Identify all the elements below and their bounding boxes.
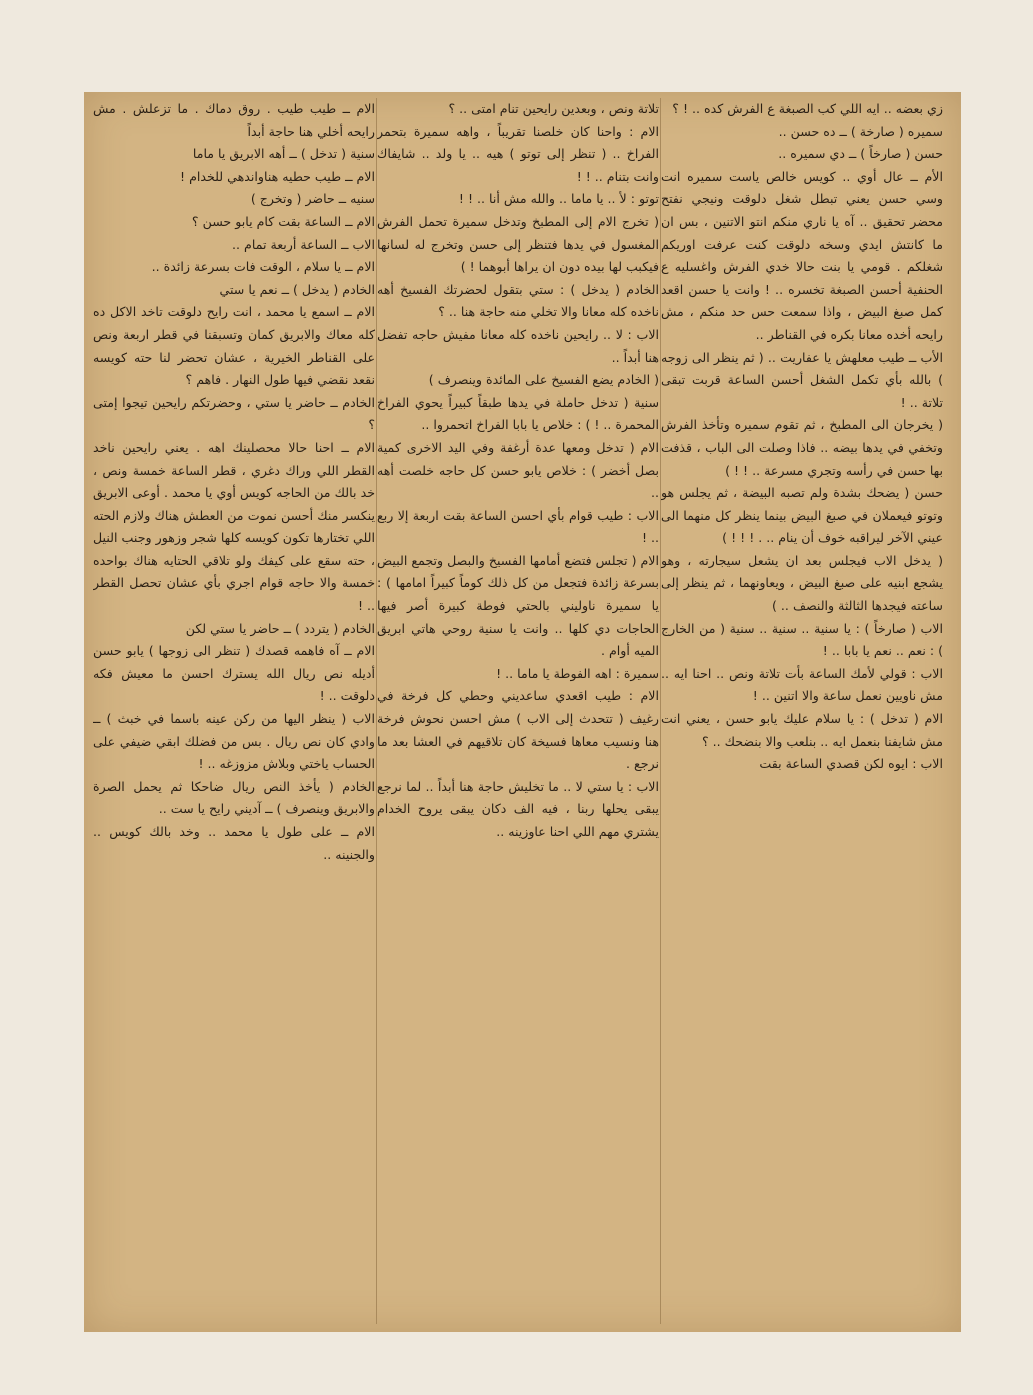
paragraph: الام ــ اسمع يا محمد ، انت رايح دلوقت تاخد الاكل ده كله معاك والابريق كمان وتسبقنا في قطر اربعة ونص على القناطر الخيرية ، عشان تحضر لنا حته كويسه نقعد نقضي فيها طول النهار . فاهم ؟ <box>93 304 375 388</box>
paragraph: حسن ( يضحك بشدة ولم تصبه البيضة ، ثم يجلس هو وتوتو فيعملان في صبغ البيض بينما ينظر كل منهما الى عيني الآخر ليراقبه خوف أن ينام .. . ! ! ! ) <box>661 485 943 546</box>
paragraph: الاب : قولي لأمك الساعة بأت تلاتة ونص .. احنا ايه .. مش ناويين نعمل ساعة والا اتنين .. ! <box>661 665 943 704</box>
paragraph: الام ( تدخل ) : يا سلام عليك يابو حسن ، يعني انت مش شايفنا بنعمل ايه .. بنلعب والا بنضحك .. ؟ <box>661 711 943 749</box>
paragraph: سنيه ــ حاضر ( وتخرج ) <box>250 191 375 207</box>
paragraph: سميره ( صارخة ) ــ ده حسن .. <box>778 123 943 139</box>
paragraph: الام ــ طيب طيب . روق دماك . ما تزعلش . مش رايحه أخلي هنا حاجة أبداً <box>93 101 375 139</box>
paragraph: الام ــ طيب حطيه هناواندهي للخدام ! <box>180 168 375 184</box>
text-column-right <box>661 98 943 1328</box>
paragraph: الخادم ( يدخل ) ــ نعم يا ستي <box>219 281 375 297</box>
paragraph: الام ( تجلس فتضع أمامها الفسيخ والبصل وتجمع البيض بسرعة زائدة فتجعل من كل ذلك كوماً كبيراً امامها ) : يا سميرة ناوليني بالحتي فوطة كبيرة أصر فيها الحاجات دي كلها .. وانت يا سنية روحي هاتي ابريق الميه أوام . <box>377 552 659 659</box>
paragraph: الاب : يا ستي لا .. ما تخليش حاجة هنا أبداً .. لما نرجع يبقى يحلها ربنا ، فيه الف دكان يبقى يروح الخدام يشتري مهم اللي احنا عاوزينه .. <box>377 778 659 839</box>
paragraph: الخادم ( يدخل ) : ستي بتقول لحضرتك الفسيخ أهه ناخده كله معانا والا تخلي منه حاجة هنا .. ؟ <box>377 281 659 320</box>
paragraph: الاب ــ الساعة أربعة تمام .. <box>232 236 375 252</box>
paragraph: سنية ( تدخل ) ــ أهه الابريق يا ماما <box>192 146 375 162</box>
paragraph: تلاتة ونص ، وبعدين رايحين تنام امتى .. ؟ <box>448 101 659 116</box>
paragraph: الخادم ( يأخذ النص ريال ضاحكا ثم يحمل الصرة والابريق وينصرف ) ــ آديني رايح يا ست .. <box>93 778 375 817</box>
paragraph: الام ــ على طول يا محمد .. وخد بالك كويس .. والجنينه .. <box>93 824 375 862</box>
paragraph: الخادم ( يتردد ) ــ حاضر يا ستي لكن <box>185 620 375 636</box>
paragraph: ( الخادم يضع الفسيخ على المائدة وينصرف ) <box>428 372 659 388</box>
paragraph: الاب ( صارخاً ) : يا سنية .. سنية .. سنية ( من الخارج ) : نعم .. نعم يا بابا .. ! <box>661 620 943 659</box>
text-column-middle <box>377 98 659 1328</box>
magazine-page <box>84 92 961 1332</box>
paragraph: الام ــ الساعة بقت كام يابو حسن ؟ <box>191 213 375 229</box>
paragraph: الأب ــ طيب معلهش يا عفاريت .. ( ثم ينظر الى زوجه ) بالله بأي تكمل الشغل أحسن الساعة قربت تبقى تلاتة .. ! <box>661 349 943 410</box>
paragraph: زي بعضه .. ايه اللي كب الصبغة ع الفرش كده .. ! ؟ <box>672 101 943 116</box>
text-column-left <box>93 98 375 1328</box>
paragraph: الاب : طيب قوام بأي احسن الساعة بقت اربعة إلا ربع .. ! <box>377 507 659 546</box>
paragraph: الاب : ايوه لكن قصدي الساعة بقت <box>759 756 943 772</box>
paragraph: ( تخرج الام إلى المطبخ وتدخل سميرة تحمل الفرش المغسول في يدها فتنظر إلى حسن وتخرج له لسانها فيكبب لها بيده دون ان يراها أبوهما ! ) <box>377 213 659 275</box>
paragraph: توتو : لأ .. يا ماما .. والله مش أنا .. ! ! <box>458 191 659 207</box>
paragraph: سنية ( تدخل حاملة في يدها طبقاً كبيراً يحوي الفراخ المحمرة .. ! ) : خلاص يا بابا الفراخ اتحمروا .. <box>377 394 659 433</box>
paragraph: الام ــ احنا حالا محصلينك اهه . يعني رايحين ناخد القطر اللي وراك دغري ، قطر الساعة خمسة ونص ، خد بالك من الحاجه كويس أوي يا محمد . أوعى الابريق ينكسر منك أحسن نموت من العطش هناك ولازم الحته اللي تختارها تكون كويسه كلها شجر وزهور وجنب النيل ، حته سقع على كيفك ولو تلاقي الحتايه هناك بواحده خمسة والا حاجه قوام اجري بأي عشان تحصل القطر .. ! <box>93 439 375 614</box>
paragraph: الام ــ آه فاهمه قصدك ( تنظر الى زوجها ) يابو حسن أديله نص ريال الله يسترك احسن ما معيش فكه دلوقت .. ! <box>93 643 375 704</box>
paragraph: ( يخرجان الى المطبخ ، ثم تقوم سميره وتأخذ الفرش وتخفي في يدها بيضه .. فاذا وصلت الى الباب ، قذفت بها حسن في رأسه وتجري مسرعة .. ! ! ) <box>661 417 943 478</box>
paragraph: ( يدخل الاب فيجلس بعد ان يشعل سيجارته ، وهو يشجع ابنيه على صبغ البيض ، ويعاونهما ، ثم ينظر إلى ساعته فيجدها الثالثة والنصف .. ) <box>661 552 943 614</box>
paragraph: الاب : لا .. رايحين ناخده كله معانا مفيش حاجه تفضل هنا أبداً .. <box>377 326 659 365</box>
paragraph: الأم ــ عال أوي .. كويس خالص ياست سميره انت وسي حسن يعني تبطل شغل دلوقت ونيجي نفتح محضر تحقيق .. آه يا ناري منكم انتو الاتنين ، بس ان ما كانتش ايدي وسخه دلوقت كنت عرفت اوريكم شغلكم . قومي يا بنت حالا خدي الفرش واغسليه ع الحنفية أحسن الصبغة تخسره .. ! وانت يا حسن اقعد كمل صبغ البيض ، واذا سمعت حس حد منكم ، مش رايحه أخده معانا بكره في القناطر .. <box>661 168 943 342</box>
paragraph: الخادم ــ حاضر يا ستي ، وحضرتكم رايحين تيجوا إمتى ؟ <box>93 394 375 433</box>
paragraph: الاب ( ينظر اليها من ركن عينه باسما في خبث ) ــ وادي كان نص ريال . بس من فضلك ابقي ضيفي على الحساب ياختي وبلاش مزوزغه .. ! <box>93 711 375 772</box>
paragraph: الام : طيب اقعدي ساعديني وحطي كل فرخة في رغيف ( تتحدث إلى الاب ) مش احسن نحوش فرخة هنا ونسيب معاها فسيخة كان تلاقيهم في العشا بعد ما نرجع . <box>377 688 659 772</box>
paragraph: الام ــ يا سلام ، الوقت فات بسرعة زائدة .. <box>151 259 375 275</box>
paragraph: الام : واحنا كان خلصنا تقريباً ، واهه سميرة بتحمر الفراخ .. ( تنظر إلى توتو ) هيه .. يا ولد .. شايفاك وانت بتنام .. ! ! <box>377 123 659 184</box>
paragraph: حسن ( صارخاً ) ــ دي سميره .. <box>778 146 943 162</box>
paragraph: سميرة : اهه الفوطة يا ماما .. ! <box>496 665 659 681</box>
paragraph: الام ( تدخل ومعها عدة أرغفة وفي اليد الاخرى كمية بصل أخضر ) : خلاص يابو حسن كل حاجه خلصت أهه .. <box>377 439 659 501</box>
